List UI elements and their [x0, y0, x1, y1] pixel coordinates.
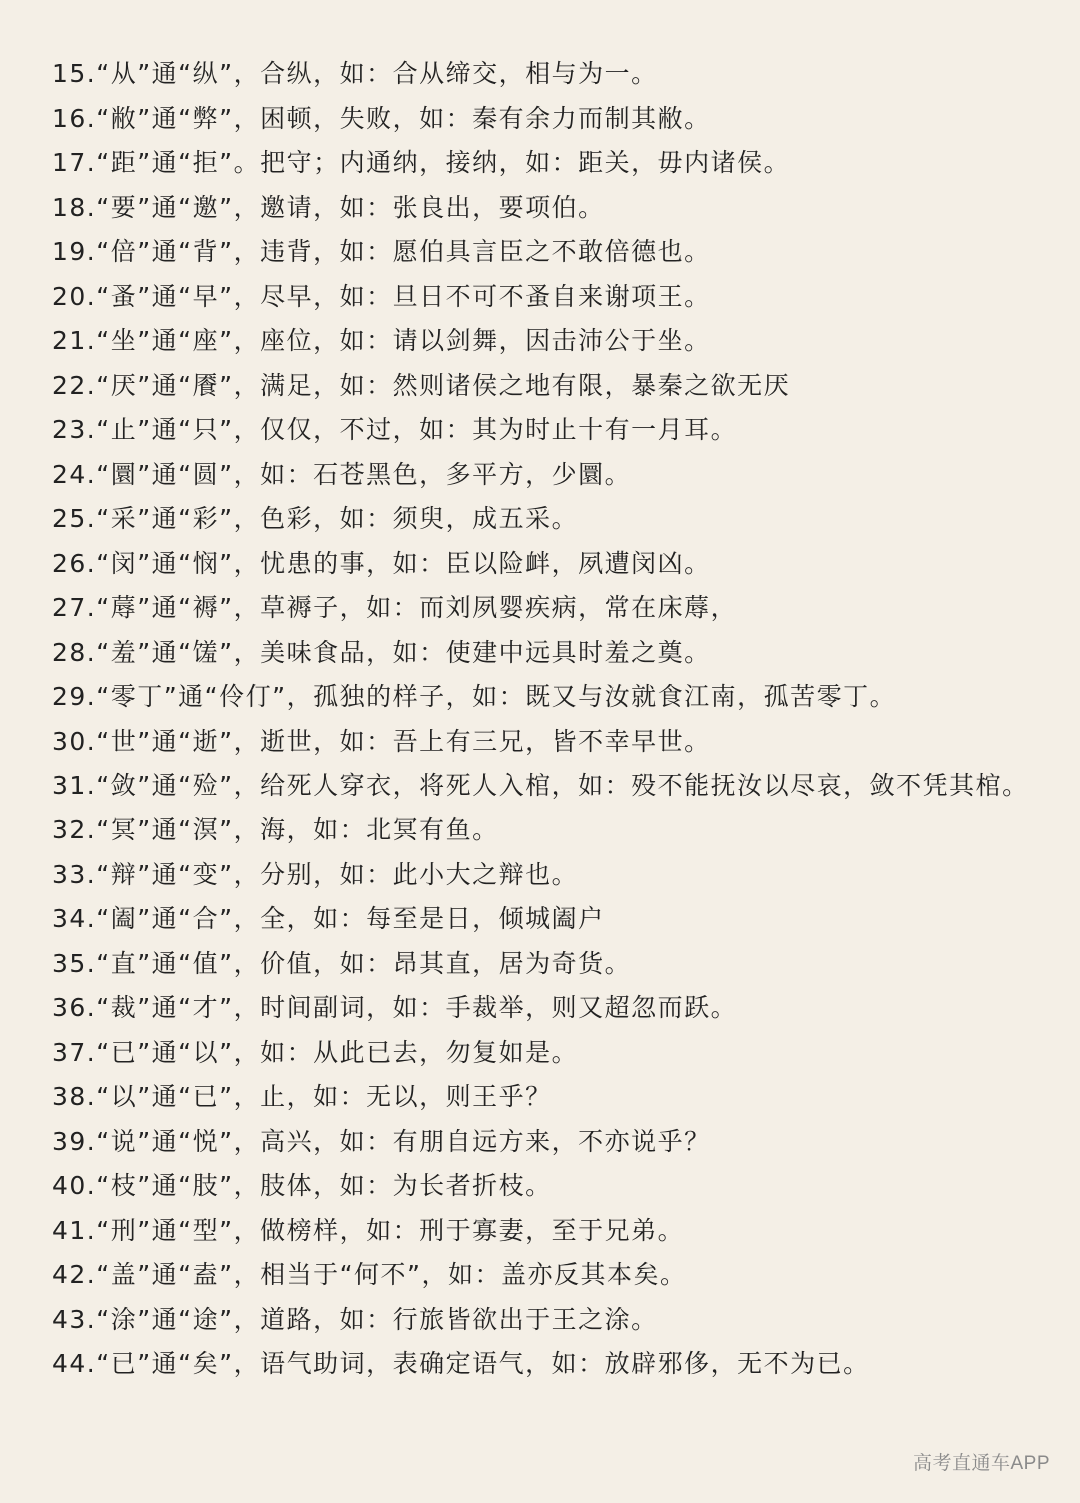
watermark: 高考直通车APP	[912, 1453, 1050, 1474]
list-item: 38.“以”通“已”，止，如：无以，则王乎？	[52, 1082, 552, 1111]
list-item: 17.“距”通“拒”。把守；内通纳，接纳，如：距关，毋内诸侯。	[52, 148, 791, 177]
list-item: 15.“从”通“纵”，合纵，如：合从缔交，相与为一。	[52, 59, 658, 88]
list-item: 24.“圜”通“圆”，如：石苍黑色，多平方，少圜。	[52, 459, 632, 489]
list-item: 32.“冥”通“溟”，海，如：北冥有鱼。	[52, 815, 499, 844]
tongjiazi-list	[52, 52, 1037, 1387]
list-item: 33.“辩”通“变”，分别，如：此小大之辩也。	[52, 859, 579, 889]
list-item: 27.“蓐”通“褥”，草褥子，如：而刘夙婴疾病，常在床蓐，	[52, 593, 738, 622]
list-item: 26.“闵”通“悯”，忧患的事，如：臣以险衅，夙遭闵凶。	[52, 548, 711, 578]
list-item: 43.“涂”通“途”，道路，如：行旅皆欲出于王之涂。	[52, 1304, 658, 1334]
list-item: 41.“刑”通“型”，做榜样，如：刑于寡妻，至于兄弟。	[52, 1215, 685, 1245]
list-item: 23.“止”通“只”，仅仅，不过，如：其为时止十有一月耳。	[52, 415, 738, 444]
list-item: 44.“已”通“矣”，语气助词，表确定语气，如：放辟邪侈，无不为已。	[52, 1349, 870, 1378]
list-item: 18.“要”通“邀”，邀请，如：张良出，要项伯。	[52, 192, 605, 222]
list-item: 21.“坐”通“座”，座位，如：请以剑舞，因击沛公于坐。	[52, 326, 711, 355]
list-item: 39.“说”通“悦”，高兴，如：有朋自远方来，不亦说乎？	[52, 1126, 711, 1156]
list-item: 25.“采”通“彩”，色彩，如：须臾，成五采。	[52, 504, 579, 533]
list-item: 31.“敛”通“殓”，给死人穿衣，将死人入棺，如：殁不能抚汝以尽哀，敛不凭其棺。	[52, 771, 1029, 800]
list-item: 40.“枝”通“肢”，肢体，如：为长者折枝。	[52, 1171, 552, 1200]
list-item: 42.“盖”通“盍”，相当于“何不”，如：盖亦反其本矣。	[52, 1260, 687, 1289]
list-item: 36.“裁”通“才”，时间副词，如：手裁举，则又超忽而跃。	[52, 993, 738, 1022]
list-item: 30.“世”通“逝”，逝世，如：吾上有三兄，皆不幸早世。	[52, 726, 711, 756]
list-item: 16.“敝”通“弊”，困顿，失败，如：秦有余力而制其敝。	[52, 103, 711, 133]
list-item: 37.“已”通“以”，如：从此已去，勿复如是。	[52, 1037, 579, 1067]
list-item: 35.“直”通“值”，价值，如：昂其直，居为奇货。	[52, 948, 632, 978]
list-item: 28.“羞”通“馐”，美味食品，如：使建中远具时羞之奠。	[52, 637, 711, 667]
list-item: 22.“厌”通“餍”，满足，如：然则诸侯之地有限，暴秦之欲无厌	[52, 370, 791, 400]
list-item: 34.“阖”通“合”，全，如：每至是日，倾城阖户	[52, 904, 605, 933]
list-item: 20.“蚤”通“早”，尽早，如：旦日不可不蚤自来谢项王。	[52, 281, 711, 311]
list-item: 29.“零丁”通“伶仃”，孤独的样子，如：既又与汝就食江南，孤苦零丁。	[52, 682, 897, 711]
list-item: 19.“倍”通“背”，违背，如：愿伯具言臣之不敢倍德也。	[52, 237, 711, 266]
